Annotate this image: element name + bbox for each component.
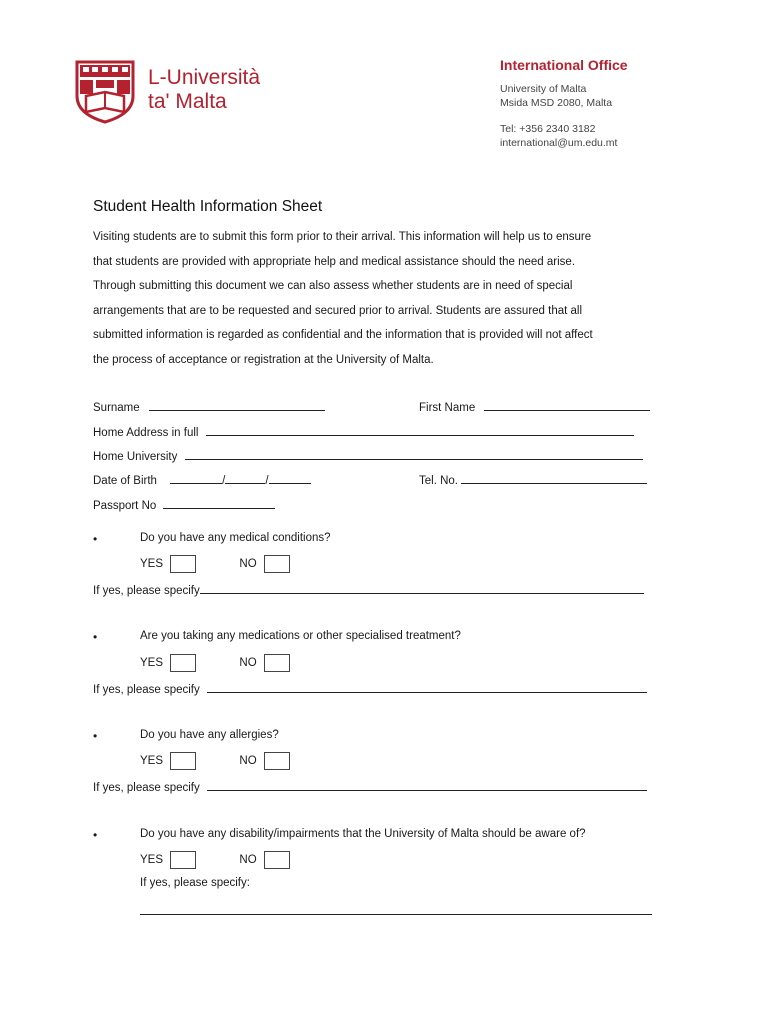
logo-text-line2: ta' Malta [148,90,227,113]
home-university-row [93,447,643,463]
address-line2: Msida MSD 2080, Malta [500,97,613,109]
question-allergies: Do you have any allergies? [140,729,279,741]
dob-day-field[interactable] [170,471,222,484]
logo-text-line1: L-Università [148,66,261,89]
home-university-label: Home University [93,451,178,463]
yes-checkbox[interactable] [170,654,196,672]
university-logo [72,56,322,126]
specify-field[interactable] [140,914,652,915]
no-checkbox[interactable] [264,851,290,869]
question-medical-conditions: Do you have any medical conditions? [140,532,331,544]
first-name-label: First Name [419,402,476,414]
intro-paragraph [93,225,693,373]
first-name-field[interactable] [484,398,650,411]
office-title: International Office [500,57,628,73]
yes-checkbox[interactable] [170,555,196,573]
office-tel: Tel: +356 2340 3182 [500,123,596,135]
intro-line: arrangements that are to be requested and secured prior to arrival. Students are assured that all [93,304,583,317]
intro-line: Visiting students are to submit this form prior to their arrival. This information will help us to ensure [93,231,592,243]
specify-row [93,581,644,597]
specify-label: If yes, please specify: [140,877,250,889]
yes-no-row [140,851,290,869]
specify-field[interactable] [207,778,647,791]
specify-label: If yes, please specify [93,585,200,597]
no-checkbox[interactable] [264,555,290,573]
specify-row [93,680,647,696]
yes-label: YES [140,854,164,866]
bullet: • [93,828,98,842]
surname-label: Surname [93,402,140,414]
passport-label: Passport No [93,500,157,512]
tel-label: Tel. No. [419,475,458,487]
surname-field[interactable] [149,398,325,411]
first-name-row [419,398,650,414]
specify-label: If yes, please specify [93,782,200,794]
question-disability: Do you have any disability/impairments that the University of Malta should be aware of? [140,828,586,840]
office-contact [500,57,628,150]
yes-label: YES [140,657,164,669]
no-label: NO [239,657,257,669]
specify-field[interactable] [207,680,647,693]
office-email: international@um.edu.mt [500,137,618,149]
no-checkbox[interactable] [264,752,290,770]
crest-logo-icon [72,56,138,124]
home-address-field[interactable] [206,423,634,436]
home-address-row [93,423,634,439]
home-university-field[interactable] [185,447,643,460]
intro-line: that students are provided with appropriate help and medical assistance should the need arise. [93,255,576,268]
no-label: NO [239,558,257,570]
specify-row [93,778,647,794]
yes-checkbox[interactable] [170,851,196,869]
no-checkbox[interactable] [264,654,290,672]
dob-separator: / [265,475,269,487]
passport-row [93,496,275,512]
intro-line: submitted information is regarded as confidential and the information that is provided will not affect [93,329,593,342]
dob-year-field[interactable] [269,471,311,484]
tel-row [419,471,647,487]
home-address-label: Home Address in full [93,427,199,439]
logo-text [148,66,260,114]
no-label: NO [239,854,257,866]
yes-label: YES [140,755,164,767]
specify-label: If yes, please specify [93,684,200,696]
yes-checkbox[interactable] [170,752,196,770]
dob-label: Date of Birth [93,475,157,487]
bullet: • [93,729,98,743]
bullet: • [93,630,98,644]
tel-field[interactable] [461,471,647,484]
question-medications: Are you taking any medications or other specialised treatment? [140,630,461,642]
dob-month-field[interactable] [225,471,265,484]
dob-separator: / [222,475,226,487]
no-label: NO [239,755,257,767]
bullet: • [93,532,98,546]
intro-line: Through submitting this document we can also assess whether students are in need of special [93,280,573,293]
yes-label: YES [140,558,164,570]
yes-no-row [140,555,290,573]
surname-row [93,398,325,414]
address-line1: University of Malta [500,83,587,95]
intro-line: the process of acceptance or registration at the University of Malta. [93,353,434,366]
yes-no-row [140,752,290,770]
specify-field[interactable] [200,581,644,594]
dob-row [93,471,311,487]
page-title: Student Health Information Sheet [93,198,323,215]
passport-field[interactable] [163,496,275,509]
yes-no-row [140,654,290,672]
